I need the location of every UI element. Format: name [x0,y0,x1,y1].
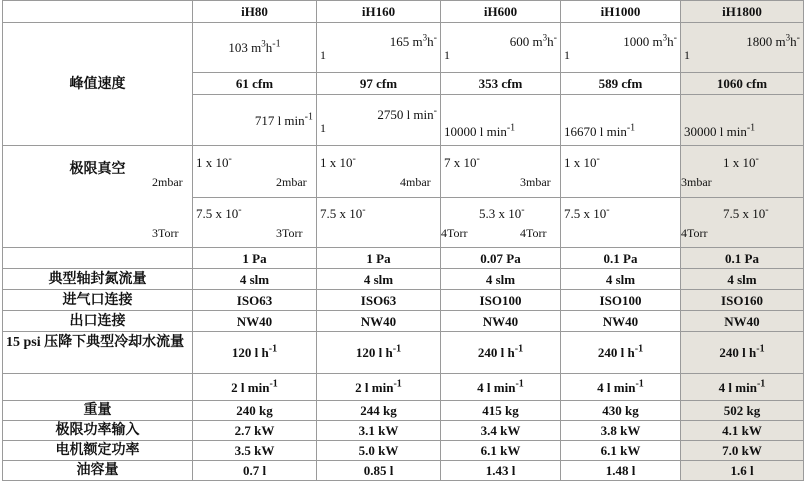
vacuum-value: 7.5 x 10 [723,206,766,221]
speed-cfm-cell: 61 cfm [193,73,317,95]
cooling-value: 240 l h [597,345,635,360]
vacuum-pa-cell: 1 Pa [317,248,441,269]
speed-m3h-cell [561,23,681,73]
ultimate-power-cell: 3.8 kW [561,421,681,441]
vacuum-pa-cell: 0.07 Pa [441,248,561,269]
superscript: 3 [542,32,548,43]
outlet-cell: NW40 [561,311,681,332]
unit: h [547,34,554,49]
header-row [3,1,804,23]
exponent: - [606,204,610,216]
ultimate-power-cell: 4.1 kW [681,421,804,441]
superscript: 3 [422,32,428,43]
weight-row [3,401,804,421]
cooling-lmin-cell [681,374,804,401]
motor-power-cell: 3.5 kW [193,441,317,461]
vacuum-pa-cell: 0.1 Pa [681,248,804,269]
superscript: 3 [785,32,791,43]
exponent: - [596,153,600,165]
exponent: - [228,153,232,165]
exponent: -1 [393,378,402,390]
exponent: -1 [635,378,644,390]
cooling-lh-cell [317,332,441,374]
cooling-value: 4 l min [718,379,757,395]
oil-row [3,461,804,481]
outlet-cell: NW40 [441,311,561,332]
unit: h [265,40,273,55]
header-empty-cell [3,1,193,23]
speed-value: 2750 l min [377,106,434,122]
weight-label: 重量 [3,401,193,421]
speed-lmin-cell [561,95,681,146]
vacuum-value: 7.5 x 10 [564,206,607,221]
exponent: -1 [515,378,524,390]
model-header: iH1000 [561,1,681,23]
motor-power-cell: 6.1 kW [441,441,561,461]
ultimate-power-cell: 2.7 kW [193,421,317,441]
vacuum-value: 7.5 x 10 [320,206,363,221]
exponent: - [521,204,525,216]
model-header: iH600 [441,1,561,23]
weight-cell: 430 kg [561,401,681,421]
vacuum-torr-cell [276,198,441,248]
exponent: -1 [506,122,516,134]
speed-m3h-cell [441,23,561,73]
exponent: - [238,204,242,216]
inlet-label: 进气口连接 [3,290,193,311]
speed-cfm-cell: 1060 cfm [681,73,804,95]
speed-m3h-cell [681,23,804,73]
cooling-lmin-cell [317,374,441,401]
speed-lmin-cell [317,95,441,146]
ultimate-power-row [3,421,804,441]
vacuum-mbar-row [3,146,804,198]
vacuum-value: 5.3 x 10 [479,206,522,221]
cooling-lmin-row [3,374,804,401]
vacuum-torr-cell [152,198,317,248]
superscript: 3 [662,32,668,43]
wrap-fragment: 3Torr [152,226,179,240]
cooling-value: 2 l min [231,379,270,395]
speed-lmin-cell [441,95,561,146]
speed-value: 103 m [228,40,262,55]
vacuum-mbar-cell [400,146,561,198]
cooling-water-label: 15 psi 压降下典型冷却水流量 [3,332,193,374]
weight-cell: 415 kg [441,401,561,421]
vacuum-torr-cell [520,198,681,248]
shaft-seal-cell: 4 slm [681,269,804,290]
speed-m3h-cell [317,23,441,73]
vacuum-pa-cell: 0.1 Pa [561,248,681,269]
exponent: - [755,153,759,165]
speed-value: 717 l min [254,112,305,128]
exponent: - [673,32,677,44]
peak-speed-label: 峰值速度 [3,23,193,146]
speed-value: 30000 l min [684,124,747,139]
exponent: -1 [269,378,278,390]
model-header: iH80 [193,1,317,23]
cooling-value: 4 l min [597,379,636,395]
exponent: -1 [634,343,644,355]
unit: h [667,34,674,49]
cooling-lh-cell [441,332,561,374]
wrap-fragment: 2mbar [152,175,183,189]
exponent: -1 [626,122,636,134]
vacuum-mbar-cell [681,146,804,198]
speed-lmin-cell [193,95,317,146]
inlet-cell: ISO63 [193,290,317,311]
vacuum-mbar-cell [520,146,681,198]
ultimate-power-cell: 3.1 kW [317,421,441,441]
oil-cell: 1.6 l [681,461,804,481]
exponent: - [433,32,437,44]
exponent: -1 [756,378,766,390]
wrap-fragment: 3Torr [276,226,303,240]
exponent: - [553,32,557,44]
speed-cfm-cell: 353 cfm [441,73,561,95]
motor-power-row [3,441,804,461]
wrap-fragment: 4Torr [520,226,547,240]
cooling-lmin-cell [561,374,681,401]
speed-m3h-row [3,23,804,73]
wrap-fragment: 4Torr [681,226,708,240]
spec-table [2,0,804,481]
cooling-lh-cell [681,332,804,374]
wrap-fragment: 3mbar [681,175,712,189]
speed-value: 600 m [509,34,543,49]
shaft-seal-cell: 4 slm [441,269,561,290]
wrap-fragment: 1 [320,120,326,135]
wrap-fragment: 2mbar [276,175,307,189]
speed-cfm-cell: 589 cfm [561,73,681,95]
vacuum-mbar-cell [152,146,317,198]
vacuum-value: 7 x 10 [444,155,477,170]
vacuum-torr-cell [441,198,561,248]
cooling-lh-cell [561,332,681,374]
outlet-row [3,311,804,332]
ultimate-power-label: 极限功率输入 [3,421,193,441]
empty-label-cell [3,374,193,401]
inlet-cell: ISO100 [441,290,561,311]
vacuum-mbar-cell [276,146,441,198]
exponent: - [796,32,800,44]
cooling-lmin-cell [441,374,561,401]
vacuum-value: 1 x 10 [196,155,229,170]
vacuum-value: 7.5 x 10 [196,206,239,221]
weight-cell: 240 kg [193,401,317,421]
wrap-fragment: 4Torr [441,226,468,240]
vacuum-pa-row [3,248,804,269]
model-header: iH1800 [681,1,804,23]
oil-cell: 0.85 l [317,461,441,481]
speed-value: 16670 l min [564,124,627,139]
speed-cfm-cell: 97 cfm [317,73,441,95]
cooling-value: 240 l h [719,345,757,360]
vacuum-pa-cell: 1 Pa [193,248,317,269]
vacuum-value: 1 x 10 [723,155,756,170]
exponent: - [352,153,356,165]
vacuum-value: 1 x 10 [320,155,353,170]
speed-lmin-cell [681,95,804,146]
unit: h [790,34,797,49]
exponent: -1 [756,343,765,355]
wrap-fragment: 1 [564,48,570,62]
cooling-value: 120 l h [355,345,393,360]
cooling-value: 120 l h [231,345,269,360]
exponent: -1 [514,343,524,355]
exponent: -1 [392,343,402,355]
outlet-cell: NW40 [193,311,317,332]
outlet-cell: NW40 [317,311,441,332]
speed-value: 1000 m [623,34,663,49]
speed-value: 165 m [389,34,423,49]
exponent: -1 [304,111,313,123]
outlet-cell: NW40 [681,311,804,332]
ultimate-vacuum-label: 极限真空 [3,146,193,248]
exponent: -1 [746,122,756,134]
inlet-cell: ISO63 [317,290,441,311]
cooling-value: 2 l min [355,379,394,395]
unit: h [427,34,434,49]
speed-value: 10000 l min [444,124,507,139]
exponent: - [765,204,769,216]
weight-cell: 502 kg [681,401,804,421]
oil-cell: 1.48 l [561,461,681,481]
shaft-seal-row [3,269,804,290]
wrap-fragment: 3mbar [520,175,551,189]
cooling-lh-cell [193,332,317,374]
weight-cell: 244 kg [317,401,441,421]
inlet-cell: ISO100 [561,290,681,311]
exponent: -1 [268,343,278,355]
motor-power-cell: 6.1 kW [561,441,681,461]
model-header: iH160 [317,1,441,23]
speed-value: 1800 m [746,34,786,49]
wrap-fragment: 1 [320,48,326,62]
shaft-seal-cell: 4 slm [561,269,681,290]
ultimate-power-cell: 3.4 kW [441,421,561,441]
shaft-seal-label: 典型轴封氮流量 [3,269,193,290]
cooling-lmin-cell [193,374,317,401]
exponent: - [433,105,437,117]
oil-cell: 1.43 l [441,461,561,481]
motor-power-cell: 5.0 kW [317,441,441,461]
motor-power-cell: 7.0 kW [681,441,804,461]
oil-capacity-label: 油容量 [3,461,193,481]
oil-cell: 0.7 l [193,461,317,481]
motor-power-label: 电机额定功率 [3,441,193,461]
superscript: 3 [261,38,266,49]
shaft-seal-cell: 4 slm [193,269,317,290]
cooling-value: 240 l h [477,345,515,360]
vacuum-value: 1 x 10 [564,155,597,170]
speed-m3h-cell [193,23,317,73]
exponent: - [476,153,480,165]
inlet-row [3,290,804,311]
shaft-seal-cell: 4 slm [317,269,441,290]
empty-label-cell [3,248,193,269]
cooling-value: 4 l min [477,379,516,395]
wrap-fragment: 1 [684,48,690,62]
outlet-label: 出口连接 [3,311,193,332]
vacuum-torr-cell [681,198,804,248]
wrap-fragment: 1 [444,48,450,62]
inlet-cell: ISO160 [681,290,804,311]
exponent: -1 [272,38,281,50]
exponent: - [362,204,366,216]
cooling-lh-row [3,332,804,374]
wrap-fragment: 4mbar [400,175,431,189]
